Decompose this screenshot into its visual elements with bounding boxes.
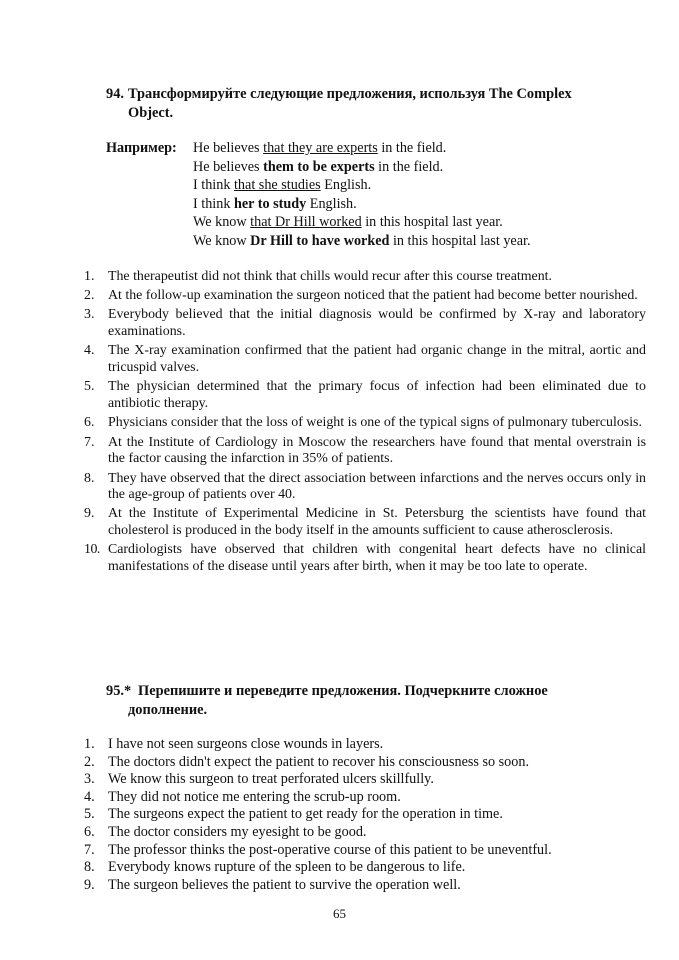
item-number: 7. [84,434,95,450]
item-text: The X-ray examination confirmed that the patient had organic change in the mitral, aortic and tricuspid valves. [108,343,646,376]
list-item [84,754,646,772]
example-text: in the field. [377,140,447,156]
example-text: English. [306,195,357,212]
task-94-heading [106,85,644,123]
item-text: The physician determined that the primary focus of infection had been eliminated due to antibiotic therapy. [108,379,646,412]
example-text: I think [193,177,234,194]
item-number: 7. [84,841,95,858]
example-text: English. [320,177,372,194]
item-text: Everybody knows rupture of the spleen to be dangerous to life. [108,859,466,876]
item-text: Physicians consider that the loss of weight is one of the typical signs of pulmonary tuberculosis. [108,415,642,431]
item-text: They did not notice me entering the scrub-up room. [108,788,401,805]
example-text: We know [193,232,251,249]
example-bold: them to be experts [263,158,375,175]
item-number: 9. [84,876,95,893]
example-line [106,195,646,214]
item-number: 1. [84,269,95,284]
list-item [84,824,646,842]
item-text: Everybody believed that the initial diagnosis would be confirmed by X-ray and laboratory examinations. [108,307,646,340]
example-line [106,158,646,177]
example-line [106,213,646,232]
task-94-title-line1: Трансформируйте следующие предложения, используя The Complex [128,86,572,102]
item-number: 1. [84,736,95,752]
item-number: 6. [84,415,95,431]
list-item [84,288,646,305]
item-number: 8. [84,470,95,486]
item-number: 4. [84,343,95,359]
item-text: They have observed that the direct association between infarctions and the nerves occurs only in the age-group of patients over 40. [108,470,646,503]
item-number: 10. [84,542,100,558]
example-line [106,139,646,158]
example-line [106,176,646,195]
page-number: 65 [333,906,346,921]
item-number: 2. [84,288,95,304]
item-text: Cardiologists have observed that children with congenital heart defects have no clinical manifestations of the disease until years after birth, when it may be too late to operate. [108,542,646,575]
list-item [84,269,646,286]
example-line [106,232,646,251]
item-number: 8. [84,859,95,876]
item-number: 6. [84,823,95,840]
task-95-title-line1: Перепишите и переведите предложения. Подчеркните сложное [138,683,548,699]
example-bold: Dr Hill to have worked [250,232,390,249]
item-text: At the Institute of Experimental Medicine in St. Petersburg the scientists have found that cholesterol is produced in the body itself in the amounts sufficient to cause atherosclerosis. [108,506,646,539]
item-number: 9. [84,506,95,522]
task-95-title-line2: дополнение. [128,702,208,718]
example-text: He believes [193,140,264,156]
item-number: 3. [84,771,95,788]
task-95-heading [106,682,644,720]
item-number: 3. [84,307,95,323]
example-bold: her to study [233,195,307,212]
list-item [84,789,646,807]
exercise-94-list [84,269,646,578]
item-number: 4. [84,788,95,805]
example-text: He believes [193,158,264,175]
item-text: At the follow-up examination the surgeon noticed that the patient had become better nourished. [108,288,638,304]
list-item [84,379,646,413]
item-text: The therapeutist did not think that chills would recur after this course treatment. [108,269,552,284]
example-underlined: that Dr Hill worked [250,214,362,231]
list-item [84,506,646,540]
example-underlined: that she studies [233,177,321,194]
list-item [84,435,646,469]
item-text: At the Institute of Cardiology in Moscow the researchers have found that mental overstrain is the factor causing the infarction in 35% of patients. [108,434,646,467]
example-text: in this hospital last year. [389,232,531,249]
item-text: The doctors didn't expect the patient to recover his consciousness so soon. [108,753,529,770]
item-text: The professor thinks the post-operative course of this patient to be uneventful. [108,841,552,858]
exercise-95-list [84,736,646,894]
list-item [84,471,646,505]
list-item [84,877,646,895]
item-number: 5. [84,379,95,395]
example-block [106,139,646,251]
item-text: The doctor considers my eyesight to be good. [108,823,367,840]
list-item [84,542,646,576]
item-number: 5. [84,806,95,823]
item-text: We know this surgeon to treat perforated ulcers skillfully. [108,771,434,788]
list-item [84,842,646,860]
item-text: The surgeon believes the patient to survive the operation well. [108,876,461,893]
example-label: Например: [106,140,177,156]
list-item [84,307,646,341]
list-item [84,415,646,432]
item-number: 2. [84,753,95,770]
task-94-title-line2: Object. [128,105,174,121]
item-text: The surgeons expect the patient to get ready for the operation in time. [108,806,503,823]
list-item [84,771,646,789]
task-94-number: 94. [106,86,124,102]
example-text: in the field. [374,158,444,175]
list-item [84,806,646,824]
task-95-number: 95.* [106,683,132,699]
list-item [84,859,646,877]
example-underlined: that they are experts [263,140,378,156]
example-text: in this hospital last year. [361,214,503,231]
item-text: I have not seen surgeons close wounds in layers. [108,736,384,752]
example-text: I think [193,195,234,212]
list-item [84,736,646,754]
list-item [84,343,646,377]
example-text: We know [193,214,251,231]
